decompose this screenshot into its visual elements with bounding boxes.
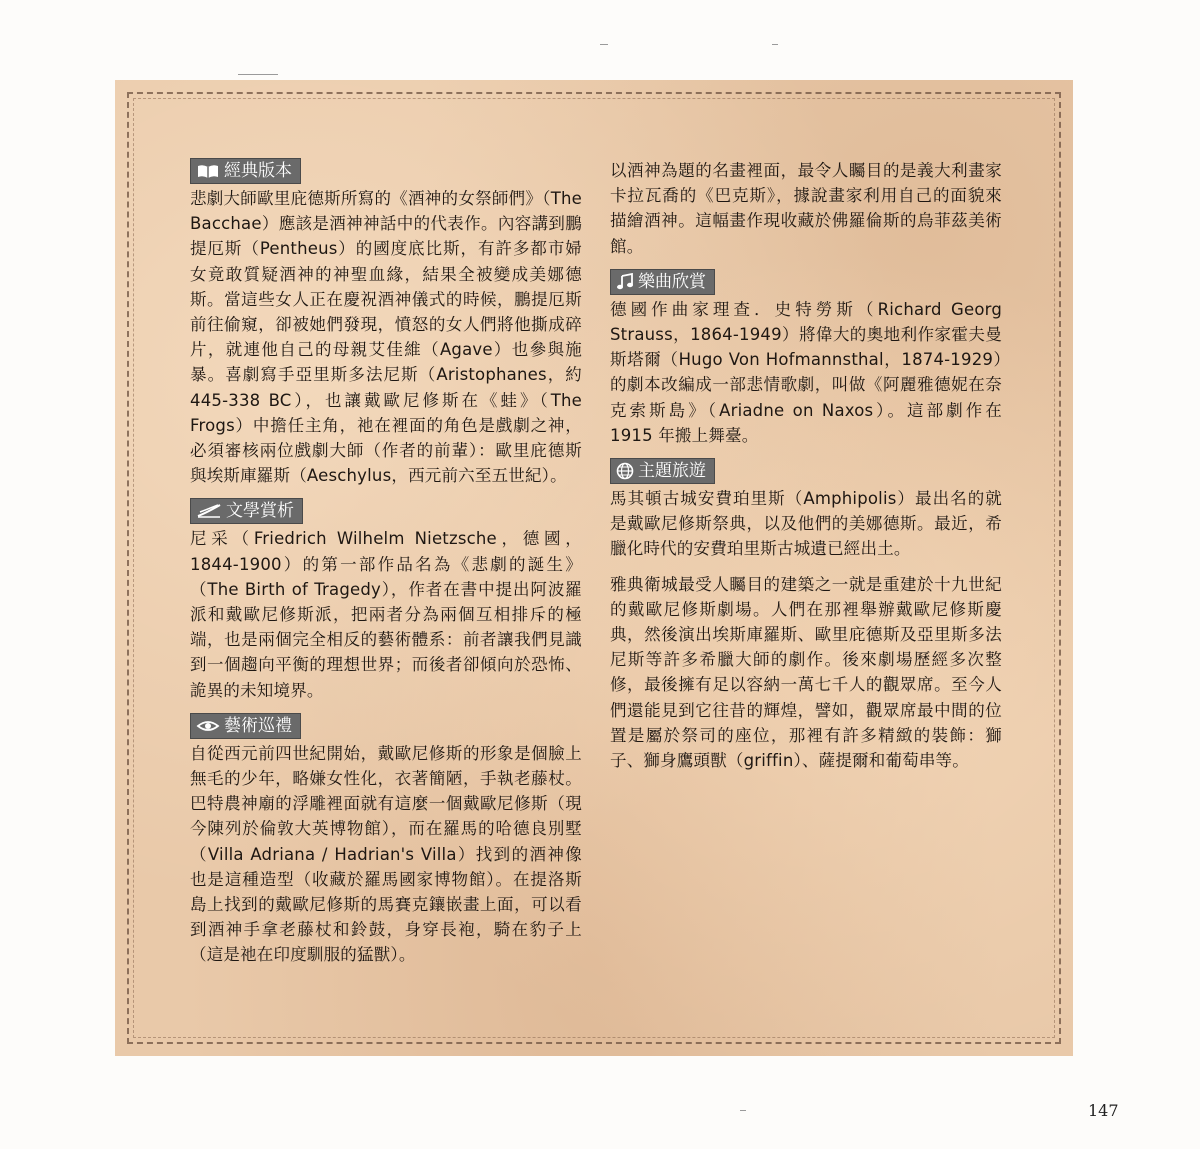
quill-icon: [196, 503, 222, 519]
section-title: 主題旅遊: [638, 461, 706, 482]
paragraph: 德國作曲家理查．史特勞斯（Richard Georg Strauss，1864-1949）將偉大的奧地利作家霍夫曼斯塔爾（Hugo Von Hofmannsthal，1874-1929）的劇本改編成一部悲情歌劇，叫做《阿麗雅德妮在奈克索斯島》（Ariadne on Naxos）。這部劇作在 1915 年搬上舞臺。: [610, 299, 1002, 445]
page-number: 147: [1088, 1101, 1119, 1120]
section-title: 經典版本: [224, 161, 292, 181]
left-column: [190, 158, 582, 978]
article-panel: [115, 80, 1073, 1056]
paragraph: 雅典衛城最受人矚目的建築之一就是重建於十九世紀的戴歐尼修斯劇場。人們在那裡舉辦戴歐尼修斯慶典，然後演出埃斯庫羅斯、歐里庇德斯及亞里斯多法尼斯等許多希臘大師的劇作。後來劇場歷經多次整修，最後擁有足以容納一萬七千人的觀眾席。至今人們還能見到它往昔的輝煌，譬如，觀眾席最中間的位置是屬於祭司的座位，那裡有許多精緻的裝飾：獅子、獅身鷹頭獸（griffin）、薩提爾和葡萄串等。: [610, 574, 1002, 771]
section-heading-travel: [610, 458, 715, 484]
globe-icon: [616, 462, 634, 480]
paragraph: 馬其頓古城安費珀里斯（Amphipolis）最出名的就是戴歐尼修斯祭典，以及他們的美娜德斯。最近，希臘化時代的安費珀里斯古城遺已經出土。: [610, 489, 1002, 559]
section-heading-art: [190, 713, 301, 739]
section-heading-literature: [190, 498, 303, 524]
section-title: 藝術巡禮: [224, 715, 292, 736]
right-column: [610, 158, 1002, 783]
paragraph: 尼采（Friedrich Wilhelm Nietzsche，德國，1844-1900）的第一部作品名為《悲劇的誕生》（The Birth of Tragedy），作者在書中提出阿波羅派和戴歐尼修斯派，把兩者分為兩個互相排斥的極端，也是兩個完全相反的藝術體系：前者讓我們見識到一個趨向平衡的理想世界；而後者卻傾向於恐怖、詭異的未知境界。: [190, 529, 582, 700]
section-title: 文學賞析: [226, 501, 294, 522]
eye-icon: [196, 718, 220, 734]
paragraph: 自從西元前四世紀開始，戴歐尼修斯的形象是個臉上無毛的少年，略嫌女性化，衣著簡陋，手執老藤杖。巴特農神廟的浮雕裡面就有這麼一個戴歐尼修斯（現今陳列於倫敦大英博物館），而在羅馬的哈德良別墅（Villa Adriana / Hadrian's Villa）找到的酒神像也是這種造型（收藏於羅馬國家博物館）。在提洛斯島上找到的戴歐尼修斯的馬賽克鑲嵌畫上面，可以看到酒神手拿老藤杖和鈴鼓，身穿長袍，騎在豹子上（這是祂在印度馴服的猛獸）。: [190, 743, 582, 965]
paragraph: 以酒神為題的名畫裡面，最令人矚目的是義大利畫家卡拉瓦喬的《巴克斯》，據說畫家利用自己的面貌來描繪酒神。這幅畫作現收藏於佛羅倫斯的烏菲茲美術館。: [610, 161, 1002, 256]
section-heading-classic: [190, 158, 301, 184]
book-icon: [196, 163, 220, 179]
section-title: 樂曲欣賞: [638, 271, 706, 292]
section-heading-music: [610, 269, 715, 295]
music-note-icon: [616, 273, 634, 291]
paragraph: 悲劇大師歐里庇德斯所寫的《酒神的女祭師們》（The Bacchae）應該是酒神神話中的代表作。內容講到鵬提厄斯（Pentheus）的國度底比斯，有許多都市婦女竟敢質疑酒神的神聖血緣，結果全被變成美娜德斯。當這些女人正在慶祝酒神儀式的時候，鵬提厄斯前往偷窺，卻被她們發現，憤怒的女人們將他撕成碎片，就連他自己的母親艾佳維（Agave）也參與施暴。喜劇寫手亞里斯多法尼斯（Aristophanes，約445-338 BC），也讓戴歐尼修斯在《蛙》（The Frogs）中擔任主角，祂在裡面的角色是戲劇之神，必須審核兩位戲劇大師（作者的前輩）：歐里庇德斯與埃斯庫羅斯（Aeschylus，西元前六至五世紀）。: [190, 189, 582, 486]
